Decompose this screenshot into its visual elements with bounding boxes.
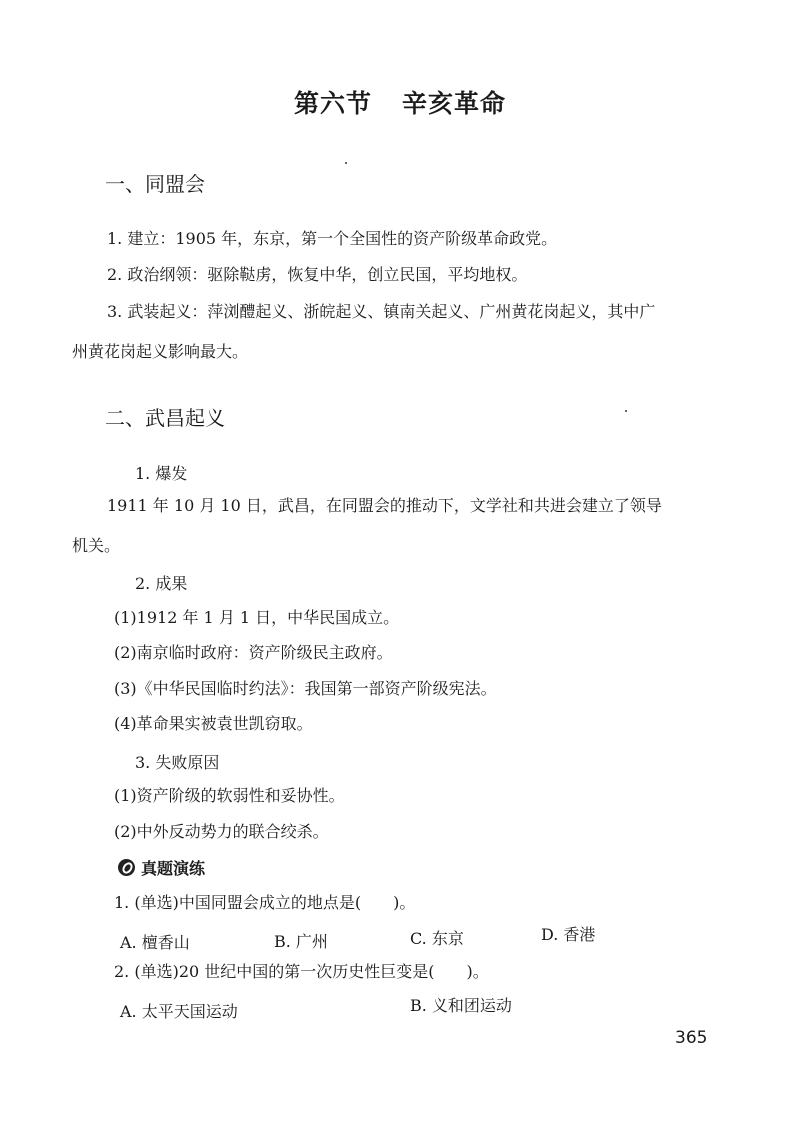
pen-icon (118, 859, 135, 876)
question-1: 1. (单选)中国同盟会成立的地点是( )。 (114, 893, 416, 912)
subheading-failure: 3. 失败原因 (135, 753, 220, 772)
list-item: (3)《中华民国临时约法》：我国第一部资产阶级宪法。 (114, 679, 497, 698)
question-1-option-b: B. 广州 (274, 932, 328, 951)
list-item: (2)南京临时政府：资产阶级民主政府。 (114, 643, 393, 662)
list-item: (1)1912 年 1 月 1 日，中华民国成立。 (114, 608, 400, 627)
list-item: (1)资产阶级的软弱性和妥协性。 (114, 786, 345, 805)
paragraph-continuation: 机关。 (72, 536, 121, 555)
list-item-continuation: 州黄花岗起义影响最大。 (72, 342, 249, 361)
subheading-outbreak: 1. 爆发 (135, 464, 188, 483)
question-1-option-a: A. 檀香山 (120, 933, 190, 952)
section-number: 第六节 (293, 89, 372, 118)
question-2-option-b: B. 义和团运动 (410, 996, 512, 1015)
section-heading-wuchang: 二、武昌起义 (105, 406, 225, 430)
question-1-option-d: D. 香港 (541, 925, 596, 944)
section-title: 辛亥革命 (402, 89, 507, 118)
list-item: (2)中外反动势力的联合绞杀。 (114, 822, 329, 841)
question-2: 2. (单选)20 世纪中国的第一次历史性巨变是( )。 (114, 962, 489, 981)
page-title (0, 84, 800, 120)
section-heading-tongmenghui: 一、同盟会 (105, 172, 205, 196)
list-item: 1. 建立：1905 年，东京，第一个全国性的资产阶级革命政党。 (107, 229, 558, 248)
question-1-option-c: C. 东京 (410, 929, 464, 948)
scan-speck (625, 410, 627, 412)
list-item: 2. 政治纲领：驱除鞑虏，恢复中华，创立民国，平均地权。 (107, 265, 528, 284)
question-2-option-a: A. 太平天国运动 (120, 1002, 238, 1021)
list-item: 3. 武装起义：萍浏醴起义、浙皖起义、镇南关起义、广州黄花岗起义，其中广 (107, 302, 656, 321)
practice-heading (118, 856, 205, 879)
practice-heading-label: 真题演练 (141, 859, 206, 878)
subheading-results: 2. 成果 (135, 574, 188, 593)
scan-speck (345, 162, 347, 164)
paragraph-outbreak: 1911 年 10 月 10 日，武昌，在同盟会的推动下，文学社和共进会建立了领导 (107, 496, 662, 515)
page-number: 365 (675, 1028, 708, 1048)
list-item: (4)革命果实被袁世凯窃取。 (114, 714, 313, 733)
